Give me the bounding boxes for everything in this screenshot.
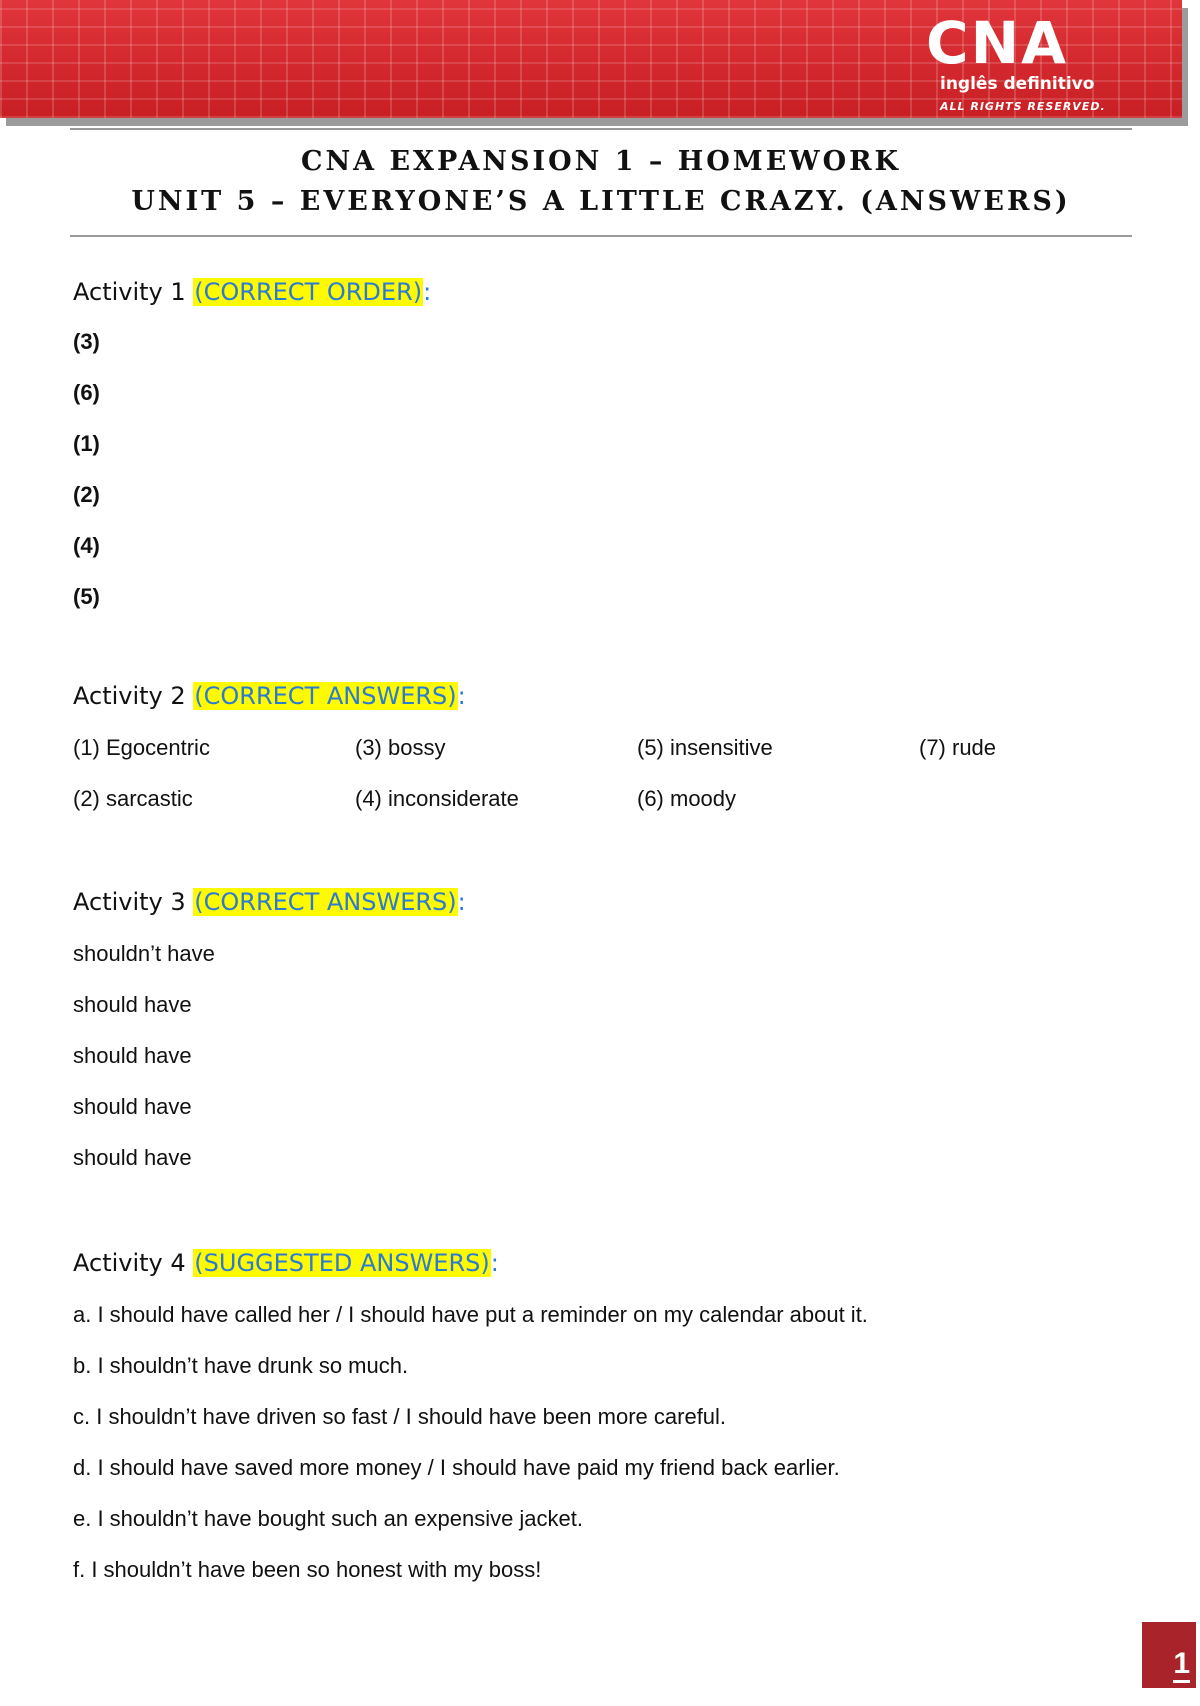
list-item: c. I shouldn’t have driven so fast / I should have been more careful. xyxy=(73,1404,727,1429)
list-item: (1) xyxy=(73,431,100,456)
answer-cell: (2) sarcastic xyxy=(73,786,193,811)
activity-4-list xyxy=(73,1289,1133,1595)
answer-cell: (6) moody xyxy=(637,786,737,811)
list-item: (4) xyxy=(73,533,100,558)
answer-cell: (1) Egocentric xyxy=(73,735,210,760)
activity-tag: (CORRECT ANSWERS) xyxy=(194,888,457,916)
answer-cell: (5) insensitive xyxy=(637,735,773,760)
activity-4-heading xyxy=(73,1247,1133,1279)
page-title: CNA EXPANSION 1 – HOMEWORK xyxy=(300,146,902,177)
header-banner xyxy=(0,0,1182,118)
list-item: (5) xyxy=(73,584,100,609)
activity-label: Activity 3 xyxy=(73,888,194,916)
list-item: f. I shouldn’t have been so honest with my boss! xyxy=(73,1557,542,1582)
activity-tag: (CORRECT ANSWERS) xyxy=(194,682,457,710)
page-number-text: 1 xyxy=(1173,1647,1190,1683)
title-rule-top xyxy=(70,128,1132,130)
page-number xyxy=(1142,1622,1196,1688)
activity-label: Activity 2 xyxy=(73,682,194,710)
heading-colon: : xyxy=(457,888,466,916)
list-item: shouldn’t have xyxy=(73,941,215,966)
title-rule-bottom xyxy=(70,235,1132,237)
brand-logo xyxy=(926,9,1126,113)
activity-tag: (CORRECT ORDER) xyxy=(194,278,423,306)
answer-cell-empty xyxy=(919,773,1133,824)
heading-colon: : xyxy=(457,682,466,710)
list-item: b. I shouldn’t have drunk so much. xyxy=(73,1353,409,1378)
list-item: should have xyxy=(73,1145,192,1170)
activity-3-list xyxy=(73,928,1133,1183)
activity-2-grid xyxy=(73,722,1133,824)
list-item: e. I shouldn’t have bought such an expensive jacket. xyxy=(73,1506,584,1531)
activity-1-heading xyxy=(73,276,1133,308)
logo-tagline: inglês definitivo xyxy=(940,74,1095,94)
answer-cell: (4) inconsiderate xyxy=(355,786,519,811)
list-item: d. I should have saved more money / I should have paid my friend back earlier. xyxy=(73,1455,840,1480)
list-item: (6) xyxy=(73,380,100,405)
answer-cell: (7) rude xyxy=(919,735,997,760)
list-item: a. I should have called her / I should have put a reminder on my calendar about it. xyxy=(73,1302,868,1327)
page-subtitle: UNIT 5 – EVERYONE’S A LITTLE CRAZY. (ANSWERS) xyxy=(131,186,1071,217)
activity-label: Activity 1 xyxy=(73,278,194,306)
answers-content xyxy=(73,276,1133,1595)
rights-notice: ALL RIGHTS RESERVED. xyxy=(940,100,1106,113)
activity-2-heading xyxy=(73,680,1133,712)
list-item: (3) xyxy=(73,329,100,354)
heading-colon: : xyxy=(423,278,432,306)
list-item: should have xyxy=(73,1094,192,1119)
list-item: should have xyxy=(73,992,192,1017)
activity-tag: (SUGGESTED ANSWERS) xyxy=(194,1249,490,1277)
list-item: should have xyxy=(73,1043,192,1068)
activity-3-heading xyxy=(73,886,1133,918)
list-item: (2) xyxy=(73,482,100,507)
answer-cell: (3) bossy xyxy=(355,735,446,760)
logo-text: CNA xyxy=(926,9,1068,77)
activity-label: Activity 4 xyxy=(73,1249,194,1277)
activity-1-list xyxy=(73,316,1133,622)
heading-colon: : xyxy=(490,1249,499,1277)
